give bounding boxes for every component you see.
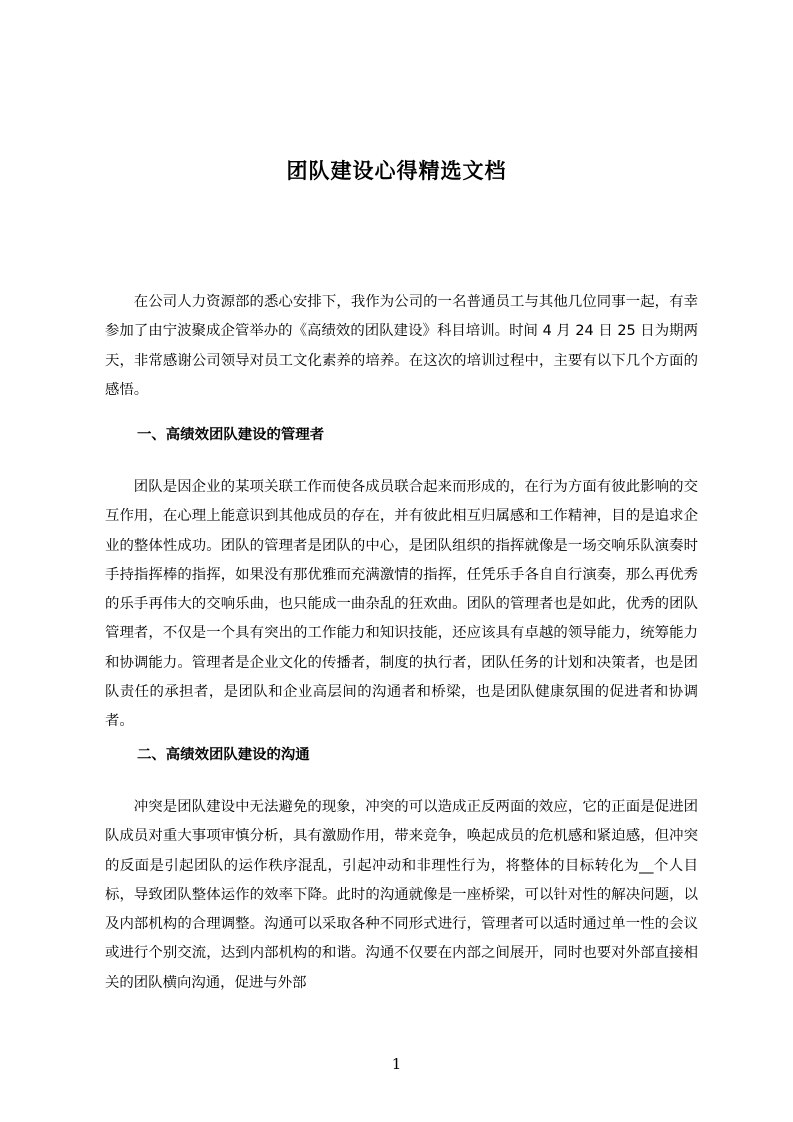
section-body-managers: 团队是因企业的某项关联工作而使各成员联合起来而形成的，在行为方面有彼此影响的交互作用，在心理上能意识到其他成员的存在，并有彼此相互归属感和工作精神，目的是追求企业的整体性成功。团队的管理者是团队的中心，是团队组织的指挥就像是一场交响乐队演奏时手持指挥棒的指挥，如果没有那优雅而充满激情的指挥，任凭乐手各自自行演奏，那么再优秀的乐手再伟大的交响乐曲，也只能成一曲杂乱的狂欢曲。团队的管理者也是如此，优秀的团队管理者，不仅是一个具有突出的工作能力和知识技能，还应该具有卓越的领导能力，统筹能力和协调能力。管理者是企业文化的传播者，制度的执行者，团队任务的计划和决策者，也是团队责任的承担者，是团队和企业高层间的沟通者和桥梁，也是团队健康氛围的促进者和协调者。	[105, 479, 698, 730]
intro-paragraph: 在公司人力资源部的悉心安排下，我作为公司的一名普通员工与其他几位同事一起，有幸参加了由宁波聚成企管举办的《高绩效的团队建设》科目培训。时间 4 月 24 日 25 日为期两天，非常感谢公司领导对员工文化素养的培养。在这次的培训过程中，主要有以下几个方面的感悟。	[105, 294, 698, 398]
section-heading-managers: 一、高绩效团队建设的管理者	[137, 427, 325, 443]
section-heading-communication: 二、高绩效团队建设的沟通	[137, 747, 310, 763]
section-body-communication: 冲突是团队建设中无法避免的现象，冲突的可以造成正反两面的效应，它的正面是促进团队成员对重大事项审慎分析，具有激励作用，带来竞争，唤起成员的危机感和紧迫感，但冲突的反面是引起团队的运作秩序混乱，引起冲动和非理性行为，将整体的目标转化为__个人目标，导致团队整体运作的效率下降。此时的沟通就像是一座桥梁，可以针对性的解决问题，以及内部机构的合理调整。沟通可以采取各种不同形式进行，管理者可以适时通过单一性的会议或进行个别交流，达到内部机构的和谐。沟通不仅要在内部之间展开，同时也要对外部直接相关的团队横向沟通，促进与外部	[105, 799, 698, 991]
document-title: 团队建设心得精选文档	[286, 159, 507, 184]
page-number: 1	[391, 1055, 402, 1073]
